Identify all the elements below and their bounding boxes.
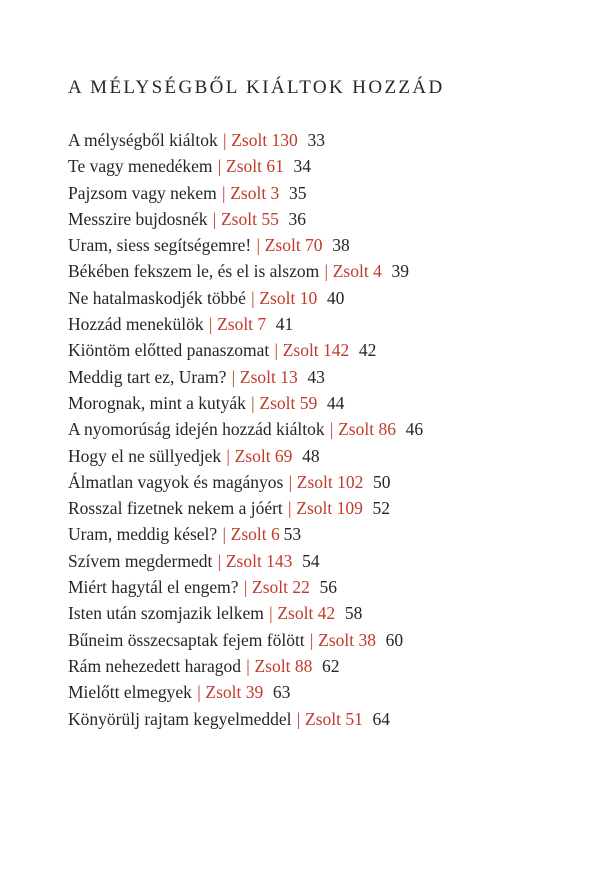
entry-separator-bar: |	[251, 287, 255, 308]
entry-page-number: 34	[293, 156, 312, 177]
entry-separator-bar: |	[288, 471, 293, 492]
toc-entry[interactable]	[68, 416, 590, 442]
entry-title: Ne hatalmaskodjék többé	[68, 287, 246, 308]
entry-title: Könyörülj rajtam kegyelmeddel	[68, 708, 292, 729]
entry-title: Hogy el ne süllyedjek	[68, 445, 222, 466]
entry-psalm-ref: Zsolt 55	[220, 208, 279, 229]
entry-title: Kiöntöm előtted panaszomat	[68, 340, 270, 361]
entry-psalm-ref: Zsolt 59	[259, 392, 318, 413]
entry-psalm-ref: Zsolt 10	[259, 287, 318, 308]
entry-title: Hozzád menekülök	[68, 314, 204, 335]
entry-page-number: 58	[344, 603, 363, 624]
entry-page-number: 62	[321, 655, 340, 676]
entry-psalm-ref: Zsolt 142	[282, 340, 350, 361]
entry-page-number: 38	[332, 235, 350, 256]
entry-psalm-ref: Zsolt 38	[318, 629, 377, 650]
entry-title: Meddig tart ez, Uram?	[68, 366, 227, 387]
entry-page-number: 56	[319, 577, 338, 598]
entry-title: Rosszal fizetnek nekem a jóért	[68, 498, 283, 519]
entry-psalm-ref: Zsolt 3	[230, 182, 280, 203]
toc-entry[interactable]	[68, 153, 590, 179]
toc-entry[interactable]	[68, 521, 590, 547]
entry-title: Álmatlan vagyok és magányos	[68, 471, 284, 492]
entry-page-number: 53	[283, 524, 302, 545]
toc-entry[interactable]	[68, 232, 590, 258]
entry-separator-bar: |	[226, 445, 230, 466]
entry-separator-bar: |	[324, 261, 328, 282]
toc-entry[interactable]	[68, 337, 590, 363]
page-title: A MÉLYSÉGBŐL KIÁLTOK HOZZÁD	[68, 77, 445, 98]
entry-psalm-ref: Zsolt 22	[252, 577, 310, 598]
toc-entry[interactable]	[68, 600, 590, 626]
entry-title: Morognak, mint a kutyák	[68, 392, 246, 413]
entry-page-number: 46	[405, 419, 424, 440]
entry-page-number: 33	[307, 130, 325, 150]
entry-page-number: 39	[391, 261, 409, 282]
entry-psalm-ref: Zsolt 39	[205, 682, 264, 703]
toc-entry[interactable]	[68, 679, 590, 705]
toc-entry[interactable]	[68, 258, 590, 284]
entry-separator-bar: |	[246, 655, 250, 676]
entry-separator-bar: |	[221, 182, 226, 203]
entry-page-number: 60	[385, 629, 404, 650]
entry-psalm-ref: Zsolt 102	[296, 471, 364, 492]
entry-psalm-ref: Zsolt 51	[305, 708, 363, 729]
toc-entry[interactable]	[68, 548, 590, 574]
entry-separator-bar: |	[309, 629, 314, 650]
entry-page-number: 35	[288, 182, 307, 203]
entry-title: A nyomorúság idején hozzád kiáltok	[68, 419, 325, 440]
entry-psalm-ref: Zsolt 143	[225, 550, 293, 571]
entry-page-number: 54	[302, 550, 320, 571]
toc-entry[interactable]	[68, 495, 590, 521]
toc-entry[interactable]	[68, 443, 590, 469]
entry-separator-bar: |	[222, 130, 227, 150]
entry-page-number: 64	[372, 708, 391, 729]
entry-page-number: 48	[302, 445, 320, 466]
entry-separator-bar: |	[274, 340, 278, 361]
entry-title: Uram, meddig késel?	[68, 524, 218, 545]
entry-title: Békében fekszem le, és el is alszom	[68, 261, 320, 282]
entry-title: Messzire bujdosnék	[68, 208, 208, 229]
entry-separator-bar: |	[197, 682, 201, 703]
entry-psalm-ref: Zsolt 88	[254, 655, 313, 676]
entry-separator-bar: |	[251, 392, 255, 413]
entry-psalm-ref: Zsolt 42	[277, 603, 336, 624]
toc-entry[interactable]	[68, 574, 590, 600]
entry-title: Miért hagytál el engem?	[68, 577, 239, 598]
entry-psalm-ref: Zsolt 6	[230, 524, 280, 545]
entry-title: Te vagy menedékem	[68, 156, 213, 177]
entry-separator-bar: |	[288, 498, 292, 519]
entry-separator-bar: |	[269, 603, 273, 624]
entry-separator-bar: |	[222, 524, 226, 545]
entry-psalm-ref: Zsolt 13	[239, 366, 298, 387]
entry-page-number: 50	[373, 471, 391, 492]
toc-entry[interactable]	[68, 285, 590, 311]
entry-title: Mielőtt elmegyek	[68, 682, 192, 703]
toc-entry[interactable]	[68, 706, 590, 732]
entry-separator-bar: |	[256, 235, 260, 256]
entry-page-number: 42	[358, 340, 377, 361]
entry-title: Bűneim összecsaptak fejem fölött	[68, 629, 305, 650]
entry-separator-bar: |	[296, 708, 301, 729]
entry-separator-bar: |	[329, 419, 334, 440]
toc-entry[interactable]	[68, 206, 590, 232]
entry-separator-bar: |	[217, 550, 222, 571]
entry-separator-bar: |	[217, 156, 222, 177]
entry-page-number: 36	[288, 208, 306, 229]
entry-page-number: 44	[326, 392, 345, 413]
entry-page-number: 40	[326, 287, 345, 308]
entry-page-number: 63	[272, 682, 291, 703]
entry-page-number: 41	[275, 314, 294, 335]
toc-entry[interactable]	[68, 653, 590, 679]
entry-title: Isten után szomjazik lelkem	[68, 603, 264, 624]
toc-entry[interactable]	[68, 627, 590, 653]
entry-psalm-ref: Zsolt 109	[296, 498, 363, 519]
entry-psalm-ref: Zsolt 61	[226, 156, 284, 177]
entry-title: Uram, siess segítségemre!	[68, 235, 252, 256]
toc-entry[interactable]	[68, 127, 590, 153]
entry-separator-bar: |	[243, 577, 248, 598]
entry-separator-bar: |	[231, 366, 236, 387]
entry-title: Rám nehezedett haragod	[68, 655, 241, 676]
entry-psalm-ref: Zsolt 130	[231, 130, 298, 150]
entry-psalm-ref: Zsolt 4	[332, 261, 382, 282]
entry-psalm-ref: Zsolt 86	[338, 419, 396, 440]
toc-entry[interactable]	[68, 364, 590, 390]
entry-separator-bar: |	[208, 314, 213, 335]
entry-title: Szívem megdermedt	[68, 550, 213, 571]
entry-psalm-ref: Zsolt 7	[217, 314, 267, 335]
toc-entry[interactable]	[68, 180, 590, 206]
entry-psalm-ref: Zsolt 69	[234, 445, 293, 466]
toc-list	[68, 127, 590, 732]
entry-psalm-ref: Zsolt 70	[264, 235, 323, 256]
entry-title: A mélységből kiáltok	[68, 130, 218, 150]
toc-entry[interactable]	[68, 469, 590, 495]
toc-entry[interactable]	[68, 311, 590, 337]
entry-page-number: 43	[307, 366, 325, 387]
entry-page-number: 52	[372, 498, 390, 519]
toc-entry[interactable]	[68, 390, 590, 416]
entry-separator-bar: |	[212, 208, 217, 229]
entry-title: Pajzsom vagy nekem	[68, 182, 217, 203]
